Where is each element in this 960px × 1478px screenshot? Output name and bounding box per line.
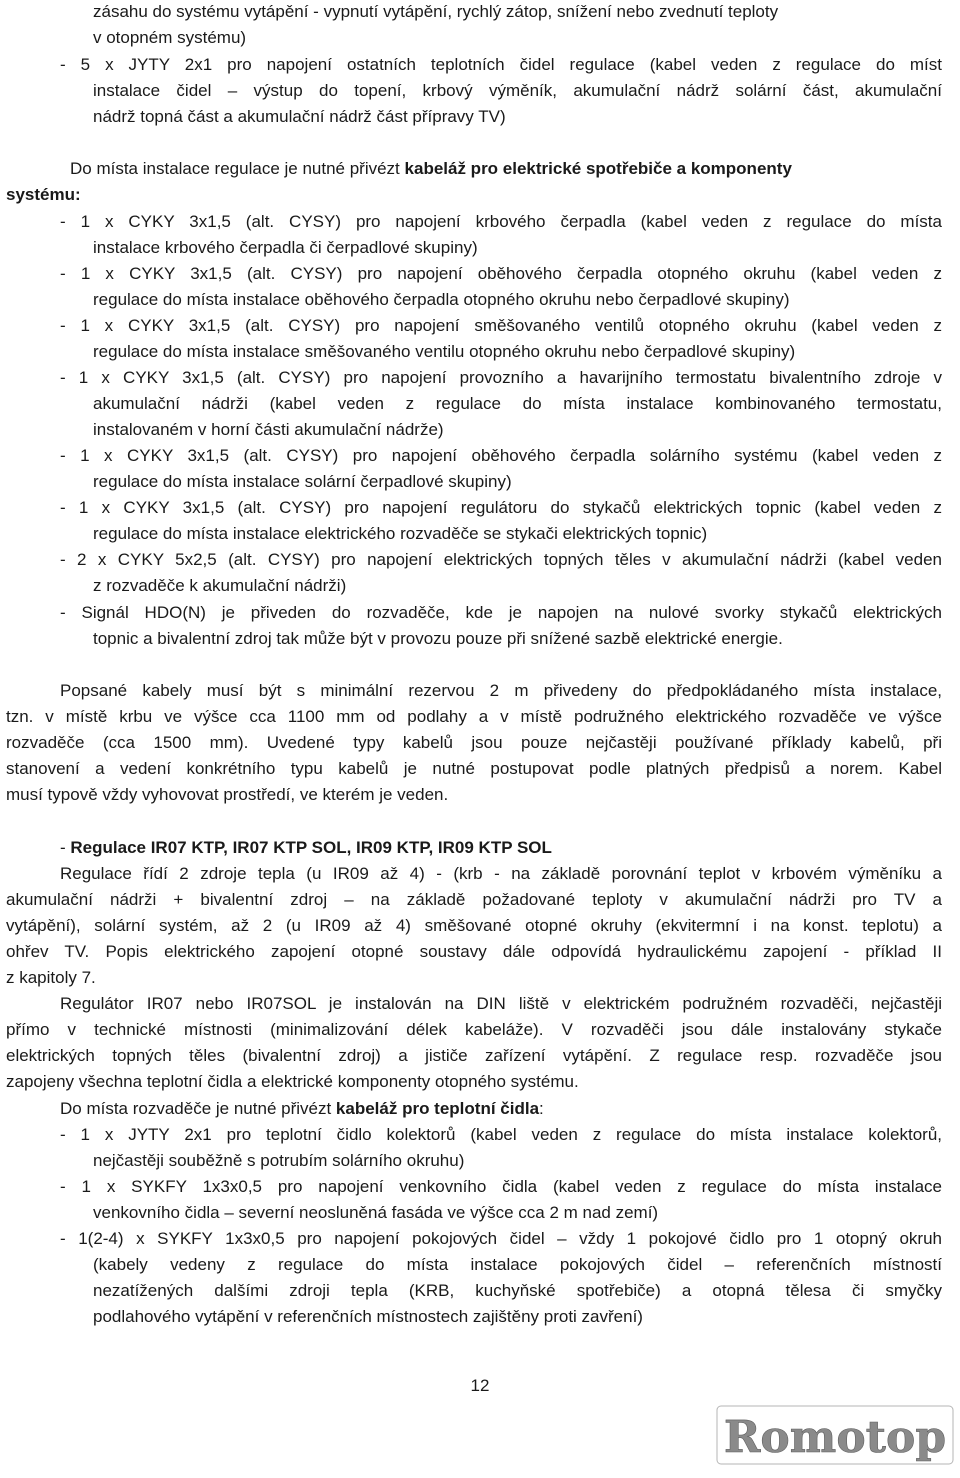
text-line: podlahového vytápění v referenčních místnostech zajištěny proti zavření) [93, 1307, 643, 1326]
svg-text:Romotop: Romotop [723, 1412, 947, 1463]
text-line: akumulační nádrži (kabel veden z regulace do místa instalace kombinovaného termostatu, [93, 394, 942, 413]
text-line: instalace krbového čerpadla či čerpadlové skupiny) [93, 238, 478, 257]
text-line: elektrických topných těles (bivalentní zdroj) a jističe zařízení vytápění. Z regulace resp. rozvaděče jsou [6, 1046, 942, 1065]
text-line: akumulační nádrži + bivalentní zdroj – na základě požadované teploty v akumulační nádrži pro TV a [6, 890, 942, 909]
text-line: ohřev TV. Popis elektrického zapojení otopné soustavy dále odpovídá hydraulickému zapojení - příklad II [6, 942, 942, 961]
list-item: - 1 x CYKY 3x1,5 (alt. CYSY) pro napojení oběhového čerpadla otopného okruhu (kabel veden z [60, 264, 942, 283]
text-run: Do místa instalace regulace je nutné přivézt [70, 159, 400, 178]
text-line [60, 1099, 544, 1119]
bold-run: kabeláž pro teplotní čidla [335, 1099, 540, 1118]
list-item: - 1 x CYKY 3x1,5 (alt. CYSY) pro napojení regulátoru do stykačů elektrických topnic (kabel veden z [60, 498, 942, 517]
text-line: nádrž topná část a akumulační nádrž část přípravy TV) [93, 107, 506, 126]
text-line: systému: [6, 185, 81, 204]
section-heading [60, 838, 552, 858]
list-item: - 1 x CYKY 3x1,5 (alt. CYSY) pro napojení krbového čerpadla (kabel veden z regulace do místa [60, 212, 942, 231]
text-line: musí typově vždy vyhovovat prostředí, ve kterém je veden. [6, 785, 449, 804]
text-line: Regulace řídí 2 zdroje tepla (u IR09 až 4) - (krb - na základě porovnání teplot v krbovém výměníku a [60, 864, 942, 883]
list-item: - Signál HDO(N) je přiveden do rozvaděče, kde je napojen na nulové svorky stykačů elektrických [60, 603, 942, 622]
heading-dash: - [60, 838, 71, 857]
list-item: - 1 x CYKY 3x1,5 (alt. CYSY) pro napojení provozního a havarijního termostatu bivalentního zdroje v [60, 368, 942, 387]
text-line: z kapitoly 7. [6, 968, 96, 987]
text-line: stanovení a vedení konkrétního typu kabelů je nutné postupovat podle platných předpisů a norem. Kabel [6, 759, 942, 778]
list-item: - 1 x SYKFY 1x3x0,5 pro napojení venkovního čidla (kabel veden z regulace do místa instalace [60, 1177, 942, 1196]
text-line: regulace do místa instalace oběhového čerpadla otopného okruhu nebo čerpadlové skupiny) [93, 290, 790, 309]
text-line: Regulátor IR07 nebo IR07SOL je instalován na DIN liště v elektrickém podružném rozvaděči, nejčastěji [60, 994, 942, 1013]
list-item: - 1(2-4) x SYKFY 1x3x0,5 pro napojení pokojových čidel – vždy 1 pokojové čidlo pro 1 otopný okruh [60, 1229, 942, 1248]
list-item: - 2 x CYKY 5x2,5 (alt. CYSY) pro napojení elektrických topných těles v akumulační nádrži (kabel veden [60, 550, 942, 569]
text-line: zásahu do systému vytápění - vypnutí vytápění, rychlý zátop, snížení nebo zvednutí teploty [93, 2, 779, 21]
text-line: regulace do místa instalace elektrického rozvaděče se stykači elektrických topnic) [93, 524, 708, 543]
text-line: instalovaném v horní části akumulační nádrže) [93, 420, 444, 439]
heading-text: Regulace IR07 KTP, IR07 KTP SOL, IR09 KTP, IR09 KTP SOL [70, 838, 552, 857]
bold-run: kabeláž pro elektrické spotřebiče a komponenty [404, 159, 792, 178]
text-run: Do místa rozvaděče je nutné přivézt [60, 1099, 336, 1118]
page-number: 12 [470, 1376, 490, 1395]
text-line: přímo v technické místnosti (minimalizování délek kabeláže). V rozvaděči jsou dále instalovány stykače [6, 1020, 942, 1039]
text-line: instalace čidel – výstup do topení, krbový výměník, akumulační nádrž solární část, akumulační [93, 81, 942, 100]
text-line: tzn. v místě krbu ve výšce cca 1100 mm od podlahy a v místě podružného elektrického rozvaděče ve výšce [6, 707, 942, 726]
text-line: (kabely vedeny z regulace do místa instalace pokojových čidel – referenčních místností [93, 1255, 942, 1274]
text-run: : [539, 1099, 544, 1118]
text-line: vytápění), solární systém, až 2 (u IR09 až 4) směšované otopné okruhy (ekvitermní i na konst. teplotu) a [6, 916, 942, 935]
text-line: rozvaděče (cca 1500 mm). Uvedené typy kabelů jsou pouze nejčastěji používané příklady kabelů, při [6, 733, 942, 752]
romotop-logo [715, 1400, 955, 1472]
list-item: - 1 x JYTY 2x1 pro teplotní čidlo kolektorů (kabel veden z regulace do místa instalace kolektorů, [60, 1125, 942, 1144]
text-line: nezatížených dalšími zdroji tepla (KRB, kuchyňské spotřebiče) a otopná tělesa či smyčky [93, 1281, 942, 1300]
text-line: regulace do místa instalace solární čerpadlové skupiny) [93, 472, 512, 491]
text-line: nejčastěji souběžně s potrubím solárního okruhu) [93, 1151, 465, 1170]
text-line: topnic a bivalentní zdroj tak může být v provozu pouze při snížené sazbě elektrické energie. [93, 629, 783, 648]
text-line: v otopném systému) [93, 28, 247, 47]
text-line [70, 159, 792, 179]
text-line: regulace do místa instalace směšovaného ventilu otopného okruhu nebo čerpadlové skupiny) [93, 342, 796, 361]
text-line: zapojeny všechna teplotní čidla a elektrické komponenty otopného systému. [6, 1072, 579, 1091]
text-line: z rozvaděče k akumulační nádrži) [93, 576, 347, 595]
text-line: - 5 x JYTY 2x1 pro napojení ostatních teplotních čidel regulace (kabel veden z regulace do míst [60, 55, 942, 74]
list-item: - 1 x CYKY 3x1,5 (alt. CYSY) pro napojení směšovaného ventilů otopného okruhu (kabel veden z [60, 316, 942, 335]
list-item: - 1 x CYKY 3x1,5 (alt. CYSY) pro napojení oběhového čerpadla solárního systému (kabel veden z [60, 446, 942, 465]
text-line: Popsané kabely musí být s minimální rezervou 2 m přivedeny do předpokládaného místa instalace, [60, 681, 942, 700]
text-line: venkovního čidla – severní neosluněná fasáda ve výšce cca 2 m nad zemí) [93, 1203, 659, 1222]
